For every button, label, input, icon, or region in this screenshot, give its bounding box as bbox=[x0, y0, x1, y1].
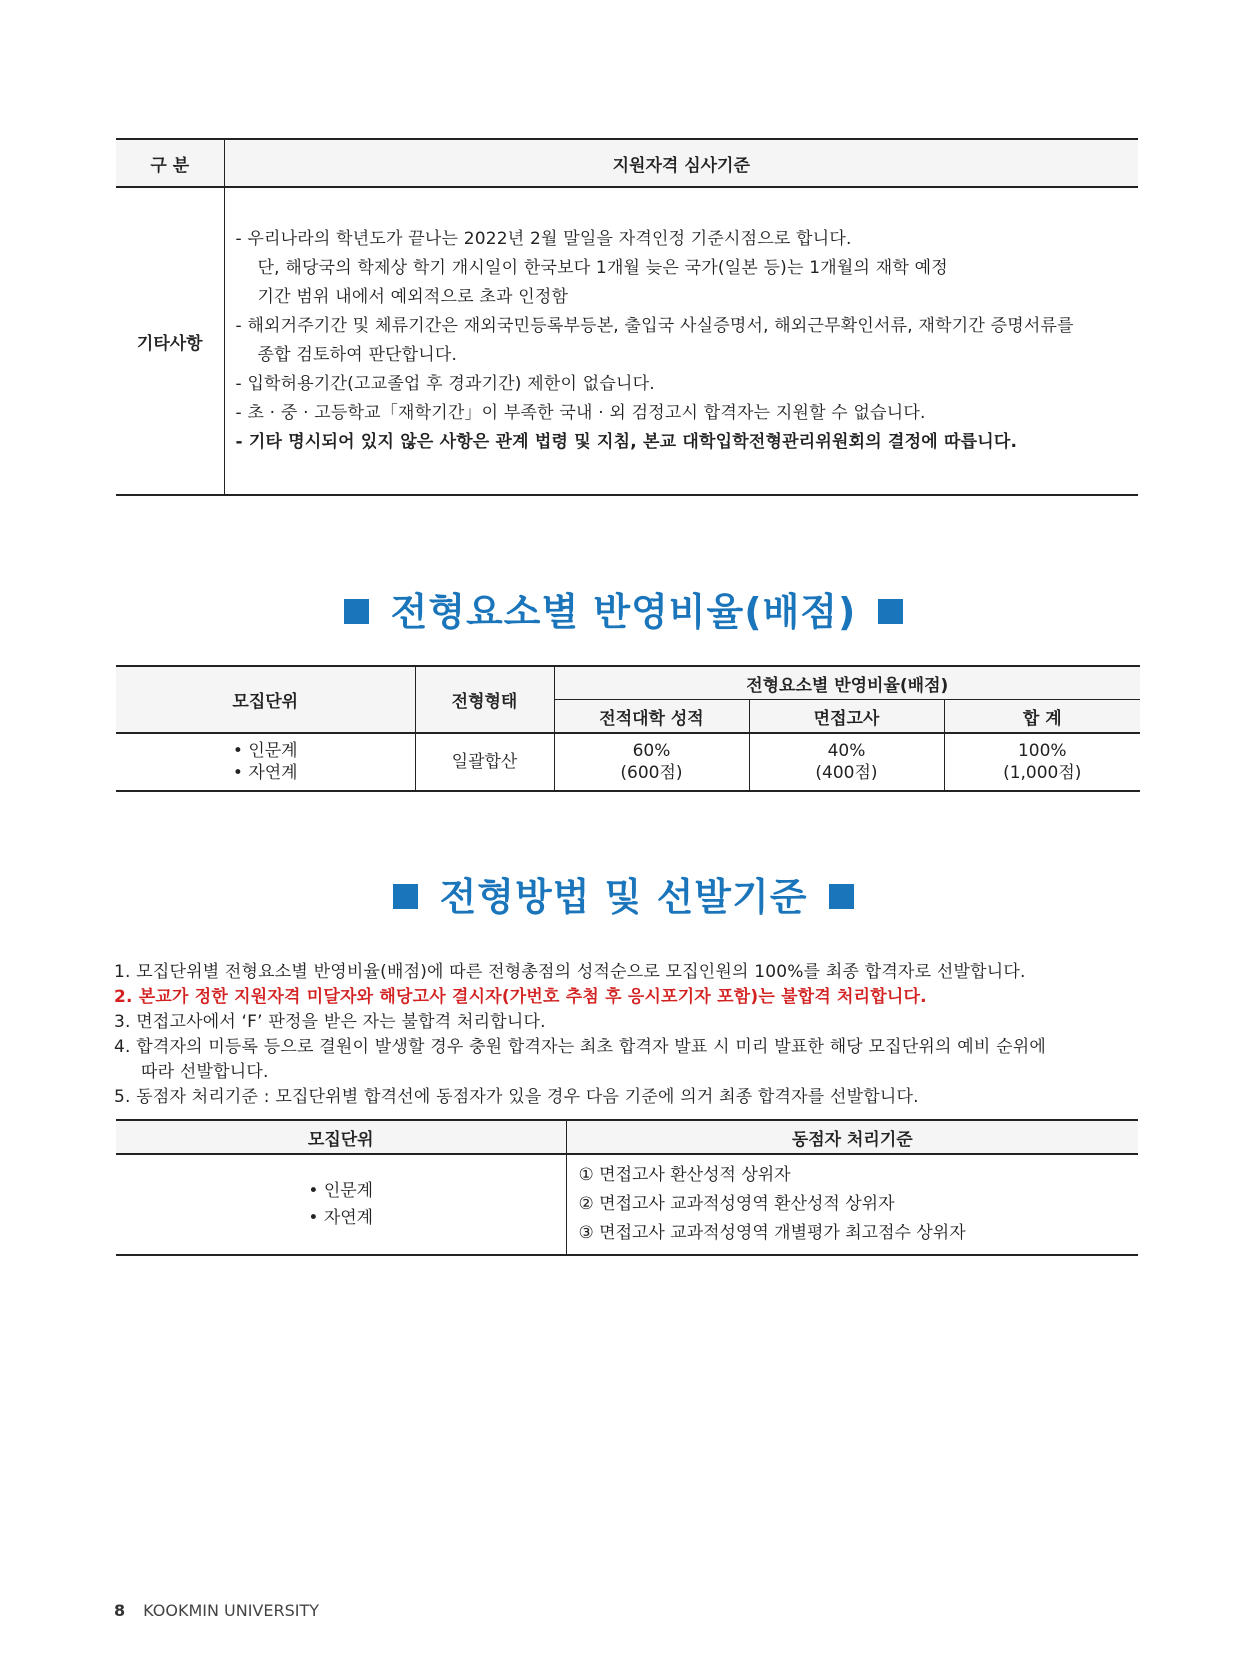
unit-item: • 인문계 bbox=[232, 741, 298, 761]
misc-line: 기간 범위 내에서 예외적으로 초과 인정함 bbox=[257, 287, 569, 307]
value-percent: 40% bbox=[827, 741, 866, 761]
criteria-item: ① 면접고사 환산성적 상위자 bbox=[578, 1165, 791, 1185]
list-item: 4. 합격자의 미등록 등으로 결원이 발생할 경우 충원 합격자는 최초 합격자 발표 시 미리 발표한 해당 모집단위의 예비 순위에 bbox=[114, 1037, 1046, 1057]
square-bullet-icon bbox=[393, 884, 418, 909]
value-points: (600점) bbox=[620, 763, 683, 783]
misc-content bbox=[224, 187, 1138, 495]
square-bullet-icon bbox=[344, 599, 369, 624]
square-bullet-icon bbox=[878, 599, 903, 624]
cell-interview bbox=[749, 733, 944, 791]
row-label-misc: 기타사항 bbox=[116, 187, 224, 495]
unit-item: • 자연계 bbox=[232, 763, 298, 783]
cell-units bbox=[116, 733, 415, 791]
misc-line: - 초 · 중 · 고등학교「재학기간」이 부족한 국내 · 외 검정고시 합격자는 지원할 수 없습니다. bbox=[235, 403, 926, 423]
list-item-warning: 2. 본교가 정한 지원자격 미달자와 해당고사 결시자(가번호 추첨 후 응시포기자 포함)는 불합격 처리합니다. bbox=[114, 987, 927, 1007]
cell-type: 일괄합산 bbox=[415, 733, 554, 791]
cell-criteria bbox=[566, 1154, 1138, 1255]
university-name: KOOKMIN UNIVERSITY bbox=[143, 1601, 320, 1620]
misc-line: - 해외거주기간 및 체류기간은 재외국민등록부등본, 출입국 사실증명서, 해외근무확인서류, 재학기간 증명서류를 bbox=[235, 316, 1074, 336]
cell-units bbox=[116, 1154, 566, 1255]
selection-rules-list bbox=[114, 960, 1144, 1110]
page-footer bbox=[114, 1601, 319, 1620]
unit-item: • 자연계 bbox=[308, 1207, 374, 1228]
value-percent: 60% bbox=[632, 741, 671, 761]
header-unit: 모집단위 bbox=[116, 666, 415, 733]
list-item: 3. 면접고사에서 ‘F’ 판정을 받은 자는 불합격 처리합니다. bbox=[114, 1012, 546, 1032]
header-category: 구 분 bbox=[116, 139, 224, 187]
criteria-item: ③ 면접고사 교과적성영역 개별평가 최고점수 상위자 bbox=[578, 1223, 966, 1243]
page-number: 8 bbox=[114, 1601, 126, 1620]
cell-transcript bbox=[554, 733, 749, 791]
misc-line: - 우리나라의 학년도가 끝나는 2022년 2월 말일을 자격인정 기준시점으로 합니다. bbox=[235, 229, 852, 249]
cell-total bbox=[944, 733, 1140, 791]
header-type: 전형형태 bbox=[415, 666, 554, 733]
ratio-table bbox=[116, 665, 1140, 792]
list-item-continuation: 따라 선발합니다. bbox=[141, 1062, 269, 1082]
misc-line: 종합 검토하여 판단합니다. bbox=[257, 345, 458, 365]
square-bullet-icon bbox=[829, 884, 854, 909]
header-transcript: 전적대학 성적 bbox=[554, 700, 749, 734]
list-item: 1. 모집단위별 전형요소별 반영비율(배점)에 따른 전형총점의 성적순으로 모집인원의 100%를 최종 합격자로 선발합니다. bbox=[114, 962, 1026, 982]
value-points: (400점) bbox=[815, 763, 878, 783]
header-criteria: 지원자격 심사기준 bbox=[224, 139, 1138, 187]
section-title: 전형방법 및 선발기준 bbox=[439, 875, 808, 919]
eligibility-review-table bbox=[116, 138, 1138, 496]
misc-line: 단, 해당국의 학제상 학기 개시일이 한국보다 1개월 늦은 국가(일본 등)는 1개월의 재학 예정 bbox=[257, 258, 948, 278]
tie-break-table bbox=[116, 1119, 1138, 1256]
misc-line: - 입학허용기간(고교졸업 후 경과기간) 제한이 없습니다. bbox=[235, 374, 655, 394]
section-heading-method bbox=[0, 872, 1247, 922]
header-tie-criteria: 동점자 처리기준 bbox=[566, 1120, 1138, 1154]
list-item: 5. 동점자 처리기준 : 모집단위별 합격선에 동점자가 있을 경우 다음 기준에 의거 최종 합격자를 선발합니다. bbox=[114, 1087, 919, 1107]
value-percent: 100% bbox=[1017, 741, 1067, 761]
criteria-item: ② 면접고사 교과적성영역 환산성적 상위자 bbox=[578, 1194, 895, 1214]
header-total: 합 계 bbox=[944, 700, 1140, 734]
unit-item: • 인문계 bbox=[308, 1180, 374, 1201]
value-points: (1,000점) bbox=[1003, 763, 1082, 783]
header-unit: 모집단위 bbox=[116, 1120, 566, 1154]
header-ratio-group: 전형요소별 반영비율(배점) bbox=[554, 666, 1140, 700]
header-interview: 면접고사 bbox=[749, 700, 944, 734]
misc-line: - 기타 명시되어 있지 않은 사항은 관계 법령 및 지침, 본교 대학입학전형관리위원회의 결정에 따릅니다. bbox=[235, 432, 1018, 452]
section-title: 전형요소별 반영비율(배점) bbox=[390, 590, 857, 634]
section-heading-ratio bbox=[0, 587, 1247, 637]
